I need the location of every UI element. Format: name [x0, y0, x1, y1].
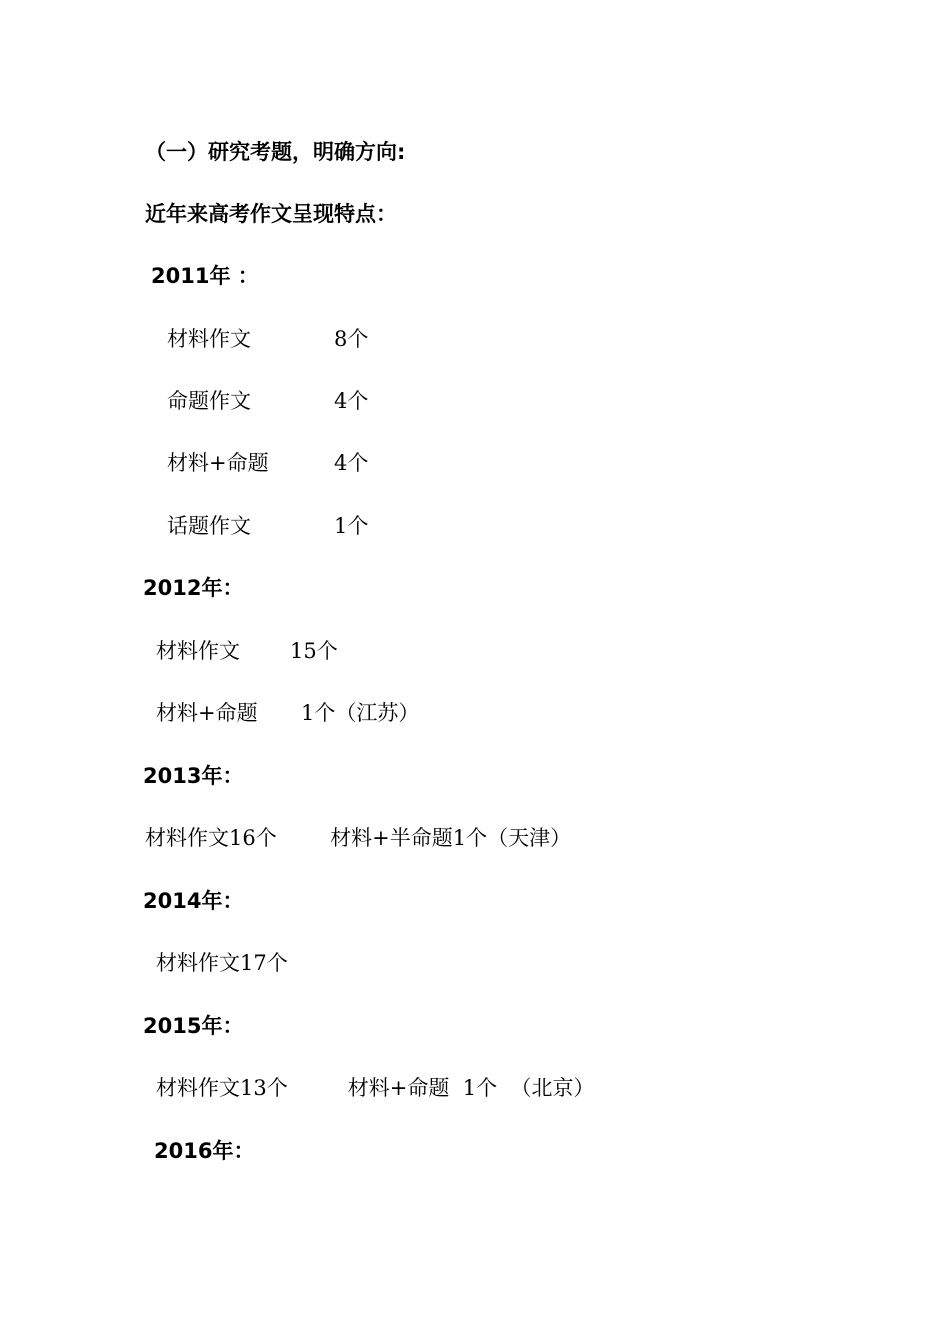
year-2011-heading: 2011年 ： [151, 264, 259, 288]
year-2015-heading: 2015年： [143, 1014, 244, 1038]
section-heading: （一）研究考题，明确方向: [145, 140, 406, 164]
y2012-row-2-count: 1个（江苏） [301, 701, 420, 725]
y2012-row-1-count: 15个 [290, 639, 338, 663]
year-2014-heading: 2014年： [143, 889, 244, 913]
y2014-line: 材料作文17个 [156, 951, 288, 975]
year-2016-heading: 2016年： [154, 1139, 255, 1163]
y2011-row-3-count: 4个 [334, 451, 369, 475]
y2011-row-3-type: 材料+命题 [167, 451, 269, 475]
y2011-row-2-type: 命题作文 [167, 389, 251, 413]
y2011-row-1-type: 材料作文 [167, 327, 251, 351]
year-2012-heading: 2012年： [143, 576, 244, 600]
year-2013-heading: 2013年： [143, 764, 244, 788]
y2012-row-1-type: 材料作文 [156, 639, 240, 663]
y2011-row-1-count: 8个 [334, 327, 369, 351]
y2012-row-2-type: 材料+命题 [156, 701, 258, 725]
y2011-row-2-count: 4个 [334, 389, 369, 413]
y2011-row-4-type: 话题作文 [167, 514, 251, 538]
y2015-line: 材料作文13个 材料+命题 1个 （北京） [156, 1076, 595, 1100]
intro-line: 近年来高考作文呈现特点： [145, 202, 397, 226]
y2011-row-4-count: 1个 [334, 514, 369, 538]
y2013-line: 材料作文16个 材料+半命题1个（天津） [145, 826, 572, 850]
